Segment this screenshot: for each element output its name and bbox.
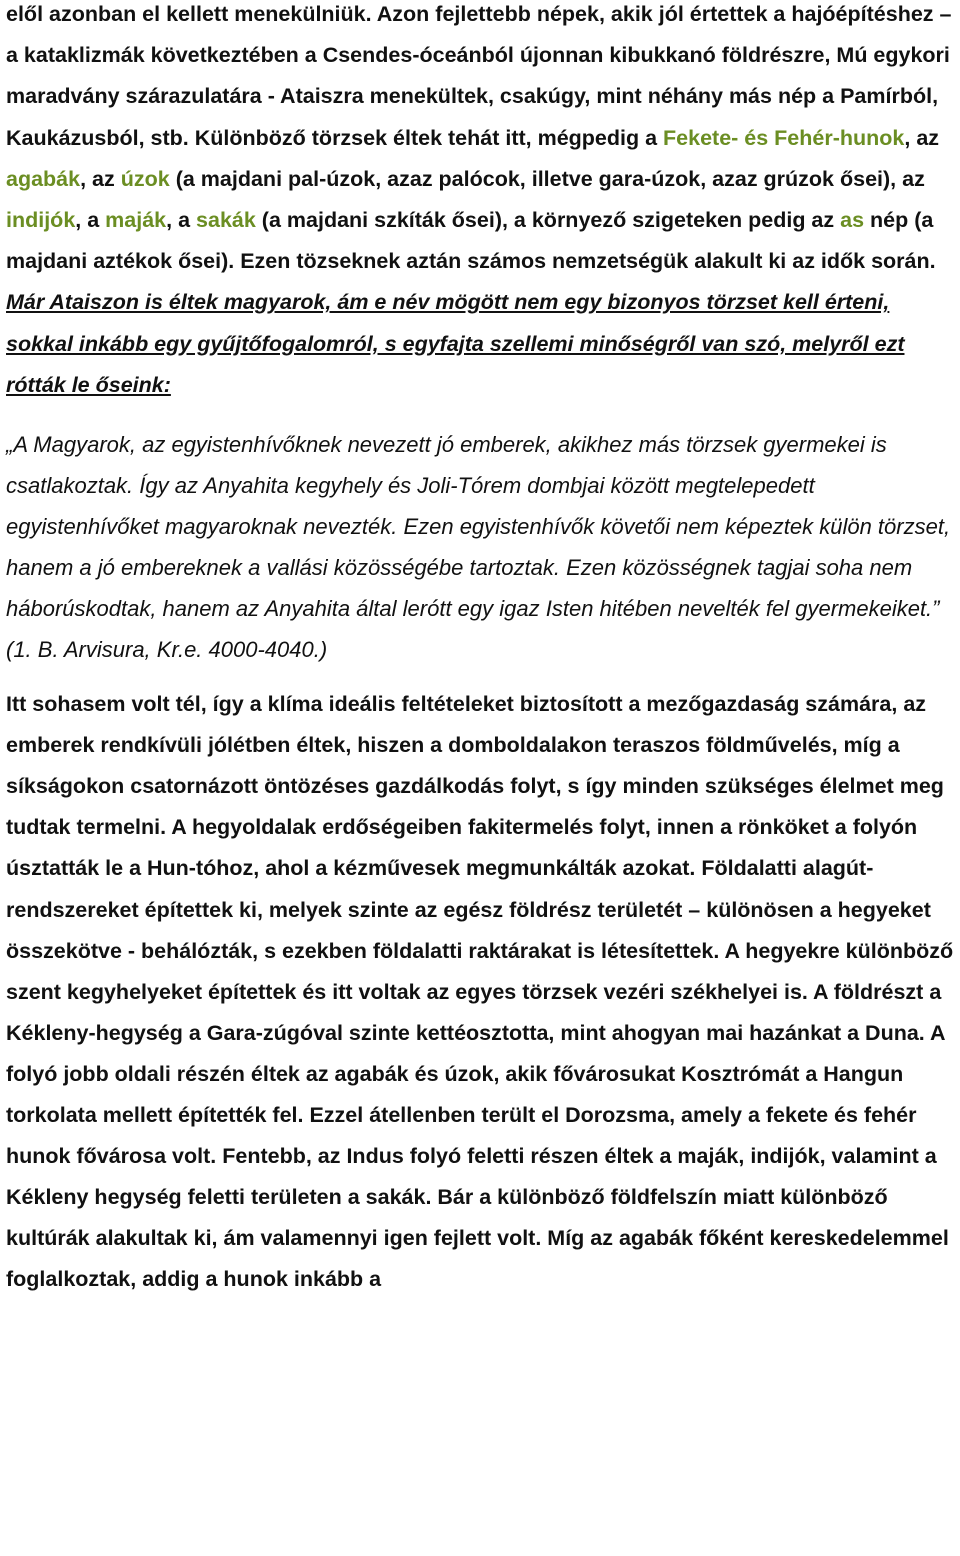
highlight-sakak: sakák: [196, 208, 256, 233]
text-segment: , a: [166, 208, 197, 233]
highlight-hunok: Fekete- és Fehér-hunok: [663, 125, 905, 150]
underlined-statement: Már Ataiszon is éltek magyarok, ám e név mögött nem egy bizonyos törzset kell érteni, sokkal inkább egy gyűjtőfogalomról, s egyfajta szellemi minőségről van szó, melyről ezt rótták le őseink:: [6, 290, 905, 397]
text-segment: (a majdani pal-úzok, azaz palócok, illetve gara-úzok, azaz grúzok ősei), az: [169, 166, 925, 191]
text-segment: nép (a majdani aztékok ősei). Ezen tözseknek aztán számos nemzetségük alakult ki az idők során.: [6, 208, 936, 274]
paragraph-climate: Itt sohasem volt tél, így a klíma ideális feltételeket biztosított a mezőgazdaság számára, az emberek rendkívüli jólétben éltek, hiszen a domboldalakon teraszos földművelés, míg a síkságokon csatornázott öntözéses gazdálkodás folyt, s így minden szükséges élelmet meg tudtak termelni. A hegyoldalak erdőségeiben fakitermelés folyt, innen a rönköket a folyón úsztatták le a Hun-tóhoz, ahol a kézművesek megmunkálták azokat. Földalatti alagút-rendszereket építettek ki, melyek szinte az egész földrész területét – különösen a hegyeket összekötve - behálózták, s ezekben földalatti raktárakat is létesítettek. A hegyekre különböző szent kegyhelyeket építettek és itt voltak az egyes törzsek vezéri székhelyei is. A földrészt a Kékleny-hegység a Gara-zúgóval szinte kettéosztotta, mint ahogyan mai hazánkat a Duna. A folyó jobb oldali részén éltek az agabák és úzok, akik fővárosukat Kosztrómát a Hangun torkolata mellett építették fel. Ezzel átellenben terült el Dorozsma, amely a fekete és fehér hunok fővárosa volt. Fentebb, az Indus folyó feletti részen éltek a maják, indijók, valamint a Kékleny hegység feletti területen a sakák. Bár a különböző földfelszín miatt különböző kultúrák alakultak ki, ám valamennyi igen fejlett volt. Míg az agabák főként kereskedelemmel foglalkoztak, addig a hunok inkább a: [6, 692, 954, 1292]
text-segment: , a: [75, 208, 106, 233]
highlight-agabak: agabák: [6, 166, 81, 191]
text-segment: (a majdani szkíták ősei), a környező szigeteken pedig az: [255, 208, 841, 233]
text-segment: , az: [80, 166, 121, 191]
arvisura-quote: „A Magyarok, az egyistenhívőknek nevezett jó emberek, akikhez más törzsek gyermekei is csatlakoztak. Így az Anyahita kegyhely és Joli-Tórem dombjai között megtelepedett egyistenhívőket magyaroknak nevezték. Ezen egyistenhívők követői nem képeztek külön törzset, hanem a jó embereknek a vallási közösségébe tartoztak. Ezen közösségnek tagjai soha nem háborúskodtak, hanem az Anyahita által lerótt egy igaz Isten hitében nevelték fel gyermekeiket.” (1. B. Arvisura, Kr.e. 4000-4040.): [6, 432, 951, 663]
paragraph-intro: [6, 0, 956, 406]
text-segment: , az: [904, 125, 940, 150]
highlight-indijok: indijók: [6, 208, 76, 233]
highlight-as: as: [840, 208, 865, 233]
highlight-majak: maják: [105, 208, 167, 233]
text-segment: elől azonban el kellett menekülniük. Azon fejlettebb népek, akik jól értettek a hajóépítéshez – a kataklizmák következtében a Csendes-óceánból újonnan kibukkanó földrészre, Mú egykori maradvány szárazulatára - Ataiszra menekültek, csakúgy, mint néhány más nép a Pamírból, Kaukázusból, stb. Különböző törzsek éltek tehát itt, mégpedig a: [6, 2, 952, 150]
highlight-uzok: úzok: [120, 166, 170, 191]
